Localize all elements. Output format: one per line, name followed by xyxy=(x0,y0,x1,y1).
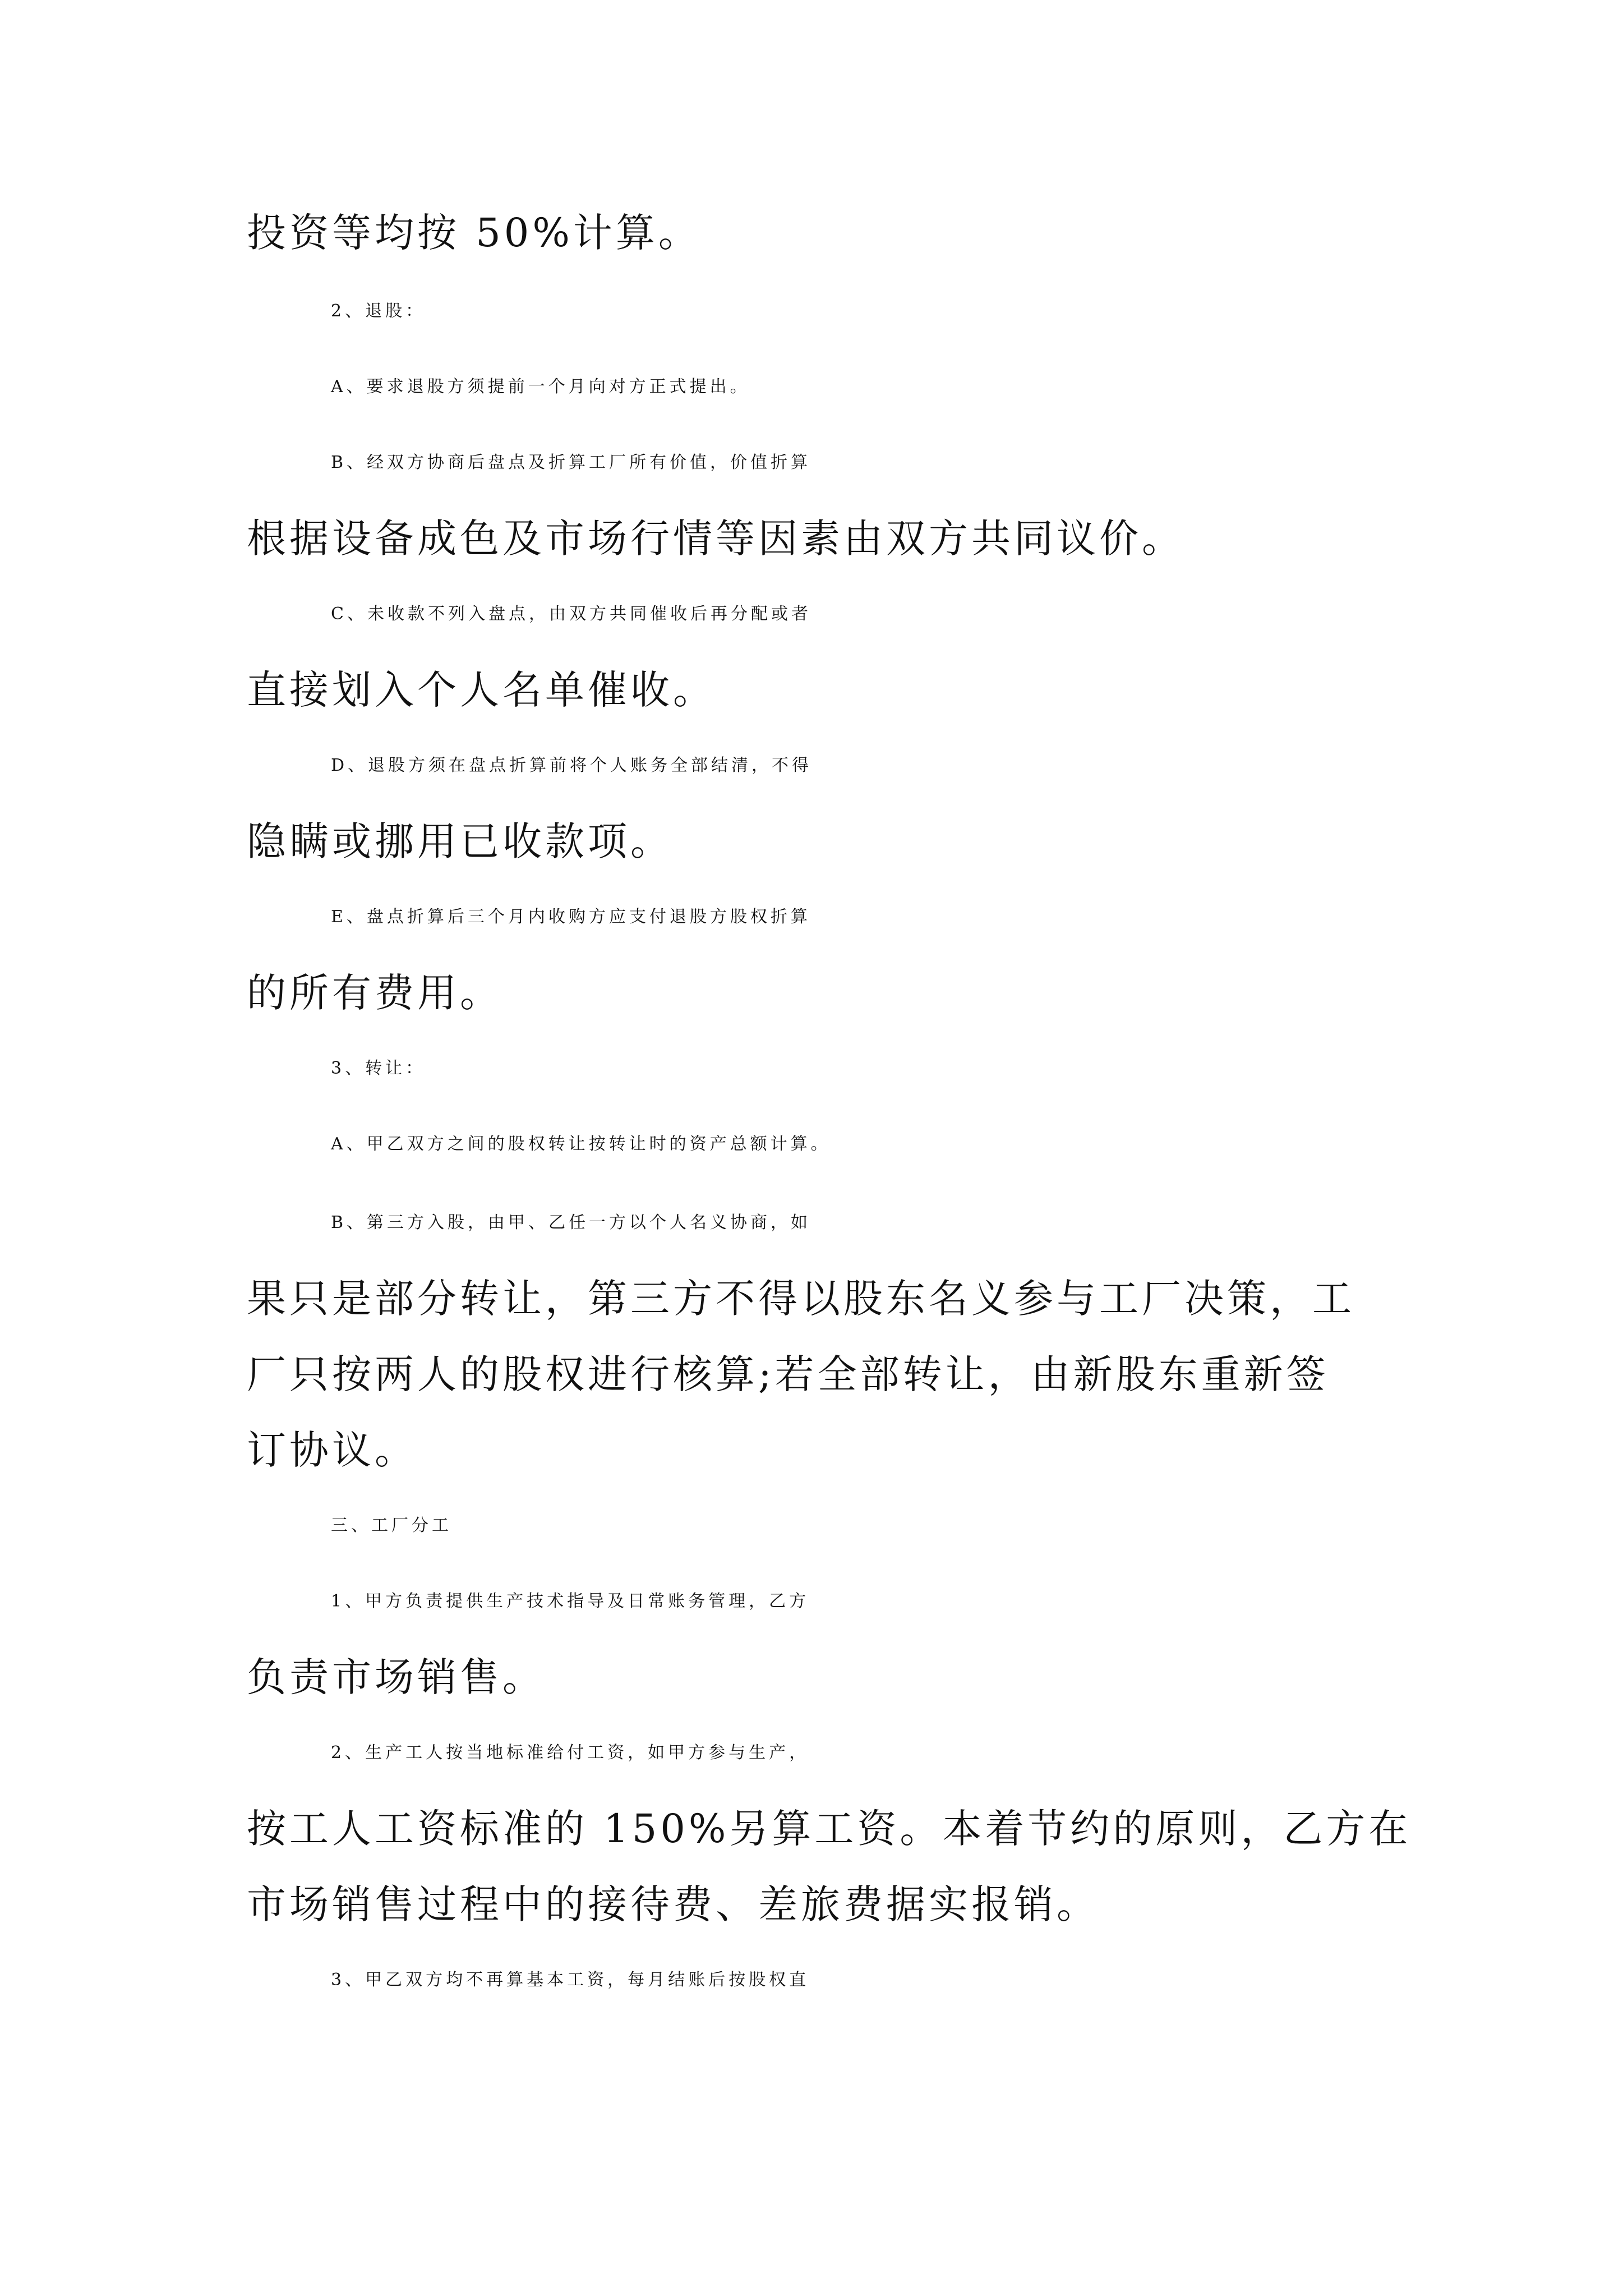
text-line: A、甲乙双方之间的股权转让按转让时的资产总额计算。 xyxy=(331,1134,831,1154)
text-line: 3、转让： xyxy=(331,1059,426,1078)
text-line: 2、生产工人按当地标准给付工资，如甲方参与生产， xyxy=(331,1743,810,1763)
text-line: C、未收款不列入盘点，由双方共同催收后再分配或者 xyxy=(331,604,811,624)
text-line: 直接划入个人名单催收。 xyxy=(247,667,716,713)
text-line: B、第三方入股，由甲、乙任一方以个人名义协商，如 xyxy=(331,1213,811,1232)
text-line: 3、甲乙双方均不再算基本工资，每月结账后按股权直 xyxy=(331,1970,810,1990)
text-line: 隐瞒或挪用已收款项。 xyxy=(247,818,673,864)
text-line: 投资等均按 50%计算。 xyxy=(247,210,701,256)
text-line: E、盘点折算后三个月内收购方应支付退股方股权折算 xyxy=(331,907,811,927)
section-heading: 三、工厂分工 xyxy=(331,1516,452,1535)
text-line: 厂只按两人的股权进行核算;若全部转让，由新股东重新签 xyxy=(247,1351,1329,1397)
text-line: D、退股方须在盘点折算前将个人账务全部结清，不得 xyxy=(331,756,813,775)
text-line: B、经双方协商后盘点及折算工厂所有价值，价值折算 xyxy=(331,453,811,472)
text-line: 2、退股： xyxy=(331,301,426,321)
text-line: A、要求退股方须提前一个月向对方正式提出。 xyxy=(331,377,750,397)
text-line: 根据设备成色及市场行情等因素由双方共同议价。 xyxy=(247,516,1184,562)
text-line: 的所有费用。 xyxy=(247,970,502,1016)
text-line: 1、甲方负责提供生产技术指导及日常账务管理，乙方 xyxy=(331,1591,810,1611)
text-line: 订协议。 xyxy=(247,1427,417,1473)
text-line: 果只是部分转让，第三方不得以股东名义参与工厂决策，工 xyxy=(247,1276,1355,1322)
text-line: 市场销售过程中的接待费、差旅费据实报销。 xyxy=(247,1881,1099,1927)
text-line: 负责市场销售。 xyxy=(247,1654,545,1700)
text-line: 按工人工资标准的 150%另算工资。本着节约的原则，乙方在 xyxy=(247,1806,1412,1852)
